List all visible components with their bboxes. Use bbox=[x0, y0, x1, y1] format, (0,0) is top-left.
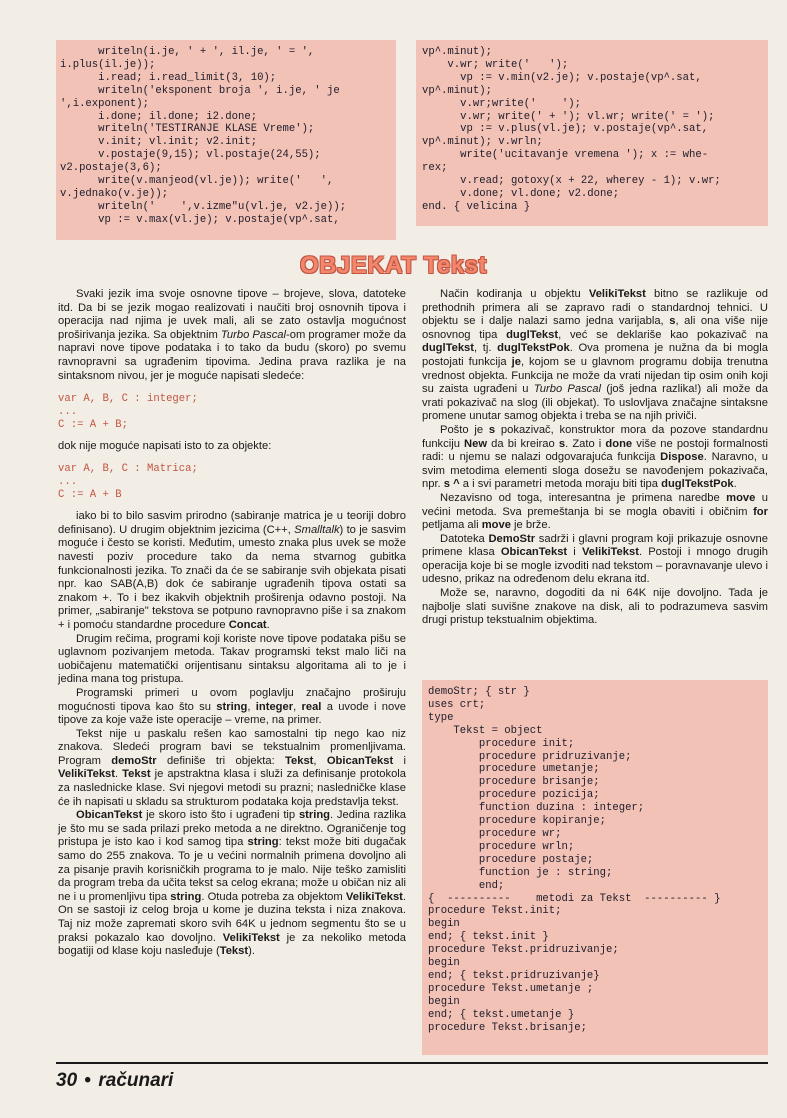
article-title: OBJEKAT Tekst bbox=[300, 252, 487, 279]
footer-rule bbox=[56, 1062, 768, 1064]
code-listing-top-right: vp^.minut); v.wr; write(' '); vp := v.min(v2.je); v.postaje(vp^.sat, vp^.minut); v.wr;write(' '); v.wr; write(' + '); vl.wr; write(' = '); vp := v.plus(vl.je); v.postaje(vp^.sat, vp^.minut); v.wrln; write('ucitavanje vremena '); x := whe- rex; v.read; gotoxy(x + 22, wherey - 1); v.wr; v.done; vl.done; v2.done; end. { velicina } bbox=[416, 40, 768, 226]
code-listing-top-left: writeln(i.je, ' + ', il.je, ' = ', i.plus(il.je)); i.read; i.read_limit(3, 10); writeln('eksponent broja ', i.je, ' je ',i.exponent); i.done; il.done; i2.done; writeln('TESTIRANJE KLASE Vreme'); v.init; vl.init; v2.init; v.postaje(9,15); vl.postaje(24,55); v2.postaje(3,6); write(v.manjeod(vl.je)); write(' ', v.jednako(v.je)); writeln(' ',v.izme"u(vl.je, v2.je)); vp := v.max(vl.je); v.postaje(vp^.sat, bbox=[56, 40, 396, 240]
paragraph: Drugim rečima, programi koji koriste nove tipove podataka pišu se uglavnom pozivanjem metoda. Takav programski tekst malo liči na uobičajenu matematički orijentisanu sintaksu algoritama ali to je i jedina mana tog pristupa. bbox=[58, 632, 406, 686]
paragraph: Način kodiranja u objektu VelikiTekst bitno se razlikuje od prethodnih primera ali se zapravo radi o standardnoj tehnici. U objektu se i dalje nalazi samo jedna varijabla, s, ali ona više nije osnovnog tipa duglTekst, već se deklariše kao pokazivač na duglTekst, tj. duglTekstPok. Ova promena je nužna da bi mogla postojati funkcija je, kojom se u glavnom programu dobija trenutna vrednost objekta. Funkcija ne može da vrati nijedan tip osim onih koji su zaista ugrađeni u Turbo Pascal (još jedna razlika!) ali može da vrati pokazivač na slog (ili objekat). To uslovljava značajne sintaksne promene unutar samog objekta i treba se na njih priviči. bbox=[422, 288, 768, 423]
page-number: 30 bbox=[56, 1070, 78, 1091]
magazine-name: računari bbox=[98, 1070, 174, 1091]
footer-bullet: • bbox=[84, 1070, 92, 1091]
paragraph: Tekst nije u paskalu rešen kao samostalni tip nego kao niz znakova. Sledeći program bavi se tekstualnim promenljivama. Program demoStr definiše tri objekta: Tekst, ObicanTekst i VelikiTekst. Tekst je apstraktna klasa i služi za definisanje protokola za naslednicke klase. Svi njegovi metodi su prazni; nasledničke klase će ih napisati u skladu sa strukturom podataka koja predstavlja tekst. bbox=[58, 727, 407, 808]
code-listing-demostr: demoStr; { str } uses crt; type Tekst = object procedure init; procedure pridruzivanje; procedure umetanje; procedure brisanje; procedure pozicija; function duzina : integer; procedure kopiranje; procedure wr; procedure wrln; procedure postaje; function je : string; end; { ---------- metodi za Tekst ---------- } procedure Tekst.init; begin end; { tekst.init } procedure Tekst.pridruzivanje; begin end; { tekst.pridruzivanje} procedure Tekst.umetanje ; begin end; { tekst.umetanje } procedure Tekst.brisanje; bbox=[422, 680, 768, 1055]
code-example-integer: var A, B, C : integer; ... C := A + B; bbox=[58, 393, 198, 431]
paragraph: Može se, naravno, dogoditi da ni 64K nije dovoljno. Tada je najbolje slati suvišne znakove na disk, ali to podrazumeva sasvim drugi pristup tekstualnim objektima. bbox=[422, 587, 768, 627]
article-column-left bbox=[58, 288, 406, 959]
paragraph: ObicanTekst je skoro isto što i ugrađeni tip string. Jedina razlika je što mu se sada prilazi preko metoda a ne direktno. Ograničenje tog pristupa je isto kao i kod samog tipa string: tekst može biti dugačak samo do 255 znakova. To je u većini normalnih primena dovoljno ali za pisanje pravih korisničkih programa to je malo. Nije teško zamisliti da program treba da učita tekst sa celog ekrana; može u običan niz ali ne i u promenljivu tipa string. Otuda potreba za objektom VelikiTekst. On se sastoji iz celog broja u kome je duzina teksta i niza znakova. Taj niz može zapremati skoro svih 64K u jednom segmentu što se u praksi pokazalo kao dovoljno. VelikiTekst je za nekoliko metoda bogatiji od klase koju nasleđuje (Tekst). bbox=[58, 809, 407, 958]
page-footer bbox=[56, 1070, 173, 1092]
paragraph: Programski primeri u ovom poglavlju značajno proširuju mogućnosti tipova kao što su string, integer, real a uvode i nove tipove za koje važe iste operacije – vreme, na primer. bbox=[58, 686, 407, 727]
paragraph: Datoteka DemoStr sadrži i glavni program koji prikazuje osnovne primene klasa ObicanTekst i VelikiTekst. Postoji i mnogo drugih operacija koje bi se mogle izvoditi nad tekstom – poravnavanje ulevo i udesno, prikaz na određenom delu ekrana itd. bbox=[422, 532, 768, 586]
article-column-right bbox=[422, 288, 768, 628]
paragraph: dok nije moguće napisati isto to za objekte: bbox=[58, 439, 272, 452]
paragraph: Nezavisno od toga, interesantna je primena naredbe move u većini metoda. Sva premeštanja bi se mogla obaviti i običnim for petljama ali move je brže. bbox=[422, 491, 768, 532]
paragraph: Svaki jezik ima svoje osnovne tipove – brojeve, slova, datoteke itd. Da bi se jezik mogao realizovati i naučiti broj osnovnih tipova i operacija nad njima je uvek mali, ali se zato ostavlja mogućnost proširivanja jezika. Sa objektnim Turbo Pascal-om programer može da napravi nove tipove podataka i to tako da budu (skoro) po svemu ravnopravni sa ugrađenim tipovima. Jedina prava razlika je na sintaksnom nivou, jer je moguće napisati sledeće: bbox=[58, 288, 407, 382]
paragraph: iako bi to bilo sasvim prirodno (sabiranje matrica je u teoriji dobro definisano). U drugim objektnim jezicima (C++, Smalltalk) to je sasvim moguće i često se koristi. Međutim, umesto znaka plus uvek se može navesti poziv procedure tako da nema stvarnog gubitka funkcionalnosti jezika. To znači da će se sabiranje svih objekata pisati npr. kao SAB(A,B) dok će sabiranje ugrađenih tipova ostati sa znakom +. To i bez ikakvih objektnih proširenja odavno postoji. Na primer, „sabiranje" tekstova se potpuno ravnopravno piše i sa znakom + i pomoću standardne procedure Concat. bbox=[58, 510, 407, 631]
paragraph: Pošto je s pokazivač, konstruktor mora da pozove standardnu funkciju New da bi kreirao s. Zato i done više ne postoji formalnosti radi: u njemu se nalazi odgovarajuća funkcija Dispose. Naravno, u svim metodima elementi sloga dosežu se navođenjem pokazivača, npr. s ^ a i svi parametri metoda moraju biti tipa duglTekstPok. bbox=[422, 423, 768, 491]
code-example-matrica: var A, B, C : Matrica; ... C := A + B bbox=[58, 463, 198, 502]
